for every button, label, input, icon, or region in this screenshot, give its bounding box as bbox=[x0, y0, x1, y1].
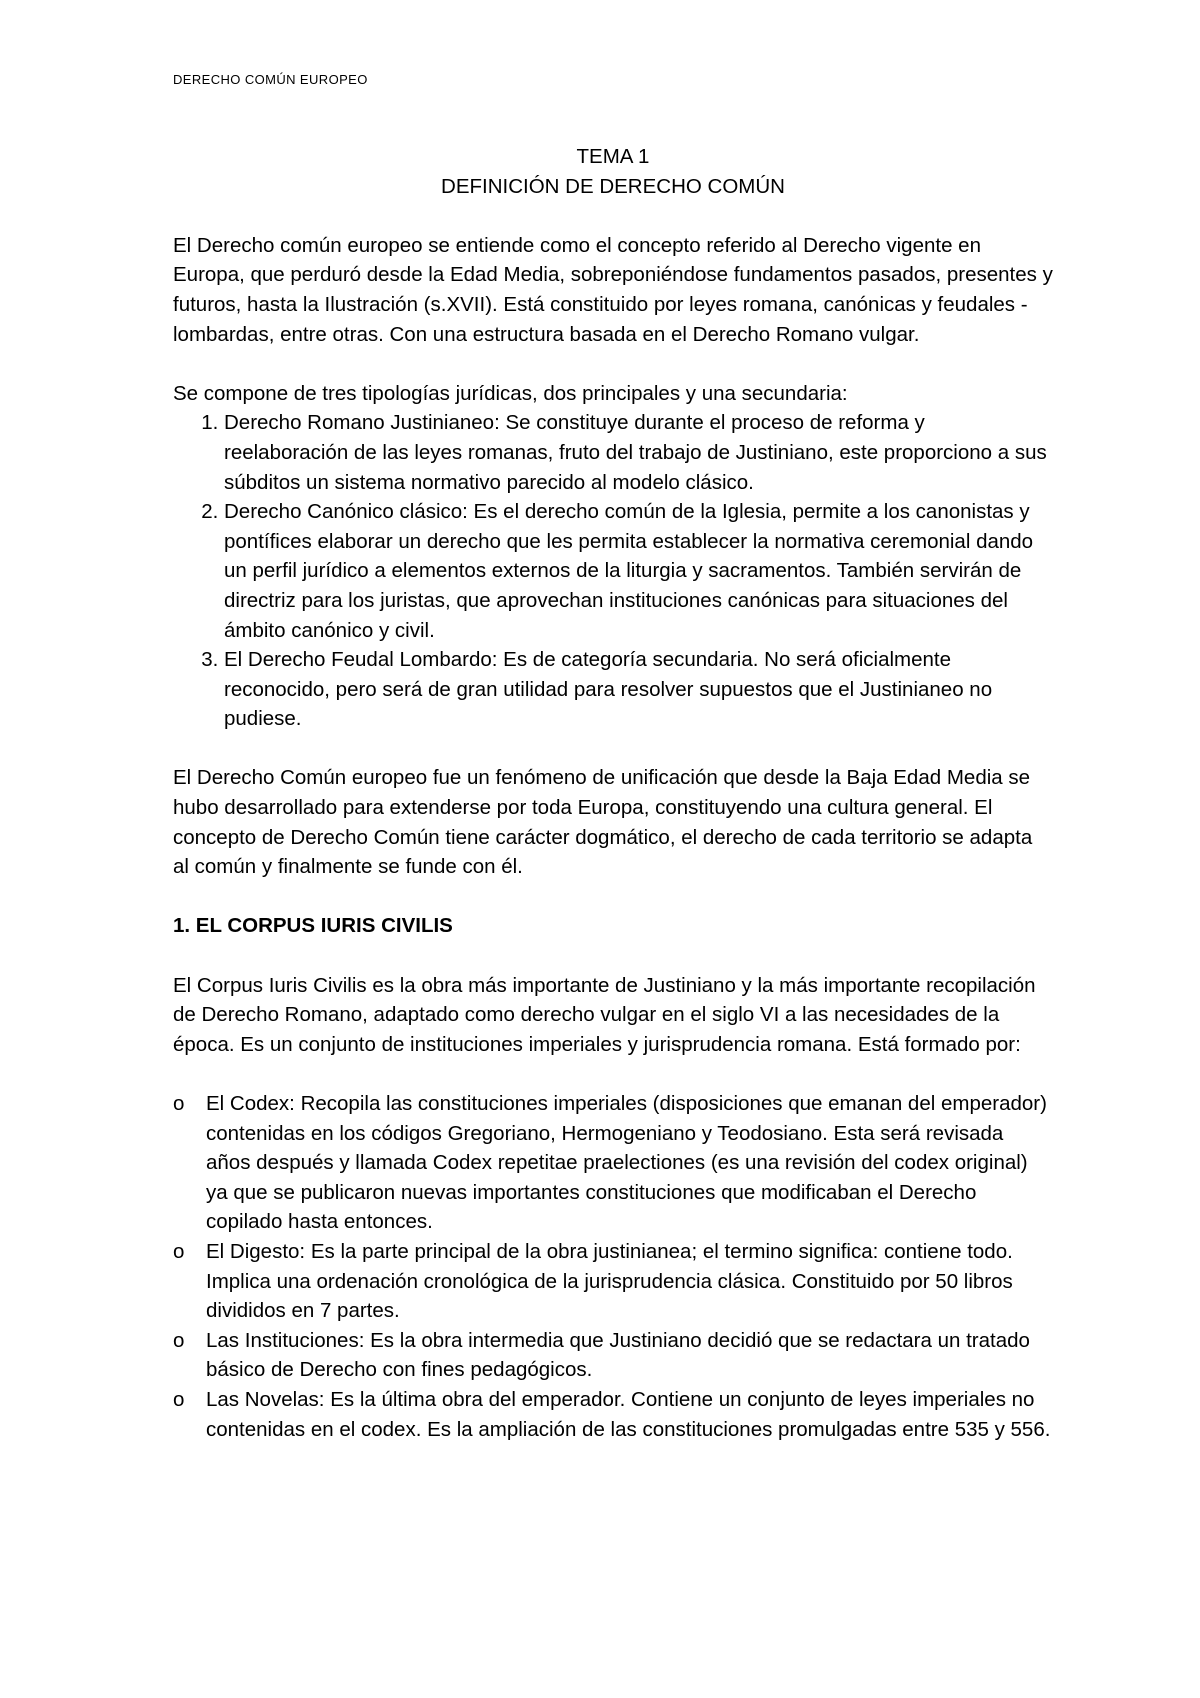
document-body bbox=[173, 142, 1053, 1444]
unification-paragraph: El Derecho Común europeo fue un fenómeno de unificación que desde la Baja Edad Media se hubo desarrollado para extenderse por toda Europa, constituyendo una cultura general. El concepto de Derecho Común tiene carácter dogmático, el derecho de cada territorio se adapta al común y finalmente se funde con él. bbox=[173, 766, 1033, 879]
title-subject: DEFINICIÓN DE DERECHO COMÚN bbox=[441, 174, 785, 198]
list-item: 1. Derecho Romano Justinianeo: Se constituye durante el proceso de reforma y reelaboración de las leyes romanas, fruto del trabajo de Justiniano, este proporciono a sus súbditos un sistema normativo parecido al modelo clásico. bbox=[224, 408, 1053, 497]
list-item: 2. Derecho Canónico clásico: Es el derecho común de la Iglesia, permite a los canonistas y pontífices elaborar un derecho que les permita establecer la normativa ceremonial dando un perfil jurídico a elementos externos de la liturgia y sacramentos. También servirán de directriz para los juristas, que aprovechan instituciones canónicas para situaciones del ámbito canónico y civil. bbox=[224, 497, 1053, 645]
legal-types-list bbox=[173, 408, 1053, 734]
section-heading: 1. EL CORPUS IURIS CIVILIS bbox=[173, 914, 453, 938]
intro-paragraph: El Derecho común europeo se entiende como el concepto referido al Derecho vigente en Europa, que perduró desde la Edad Media, sobreponiéndose fundamentos pasados, presentes y futuros, hasta la Ilustración (s.XVII). Está constituido por leyes romana, canónicas y feudales -lombardas, entre otras. Con una estructura basada en el Derecho Romano vulgar. bbox=[173, 233, 1053, 346]
list-item-text: El Digesto: Es la parte principal de la obra justinianea; el termino significa: contiene todo. Implica una ordenación cronológica de la jurisprudencia clásica. Constituido por 50 libros divididos en 7 partes. bbox=[206, 1239, 1013, 1323]
list-item: 3. El Derecho Feudal Lombardo: Es de categoría secundaria. No será oficialmente reconocido, pero será de gran utilidad para resolver supuestos que el Justinianeo no pudiese. bbox=[224, 645, 1053, 734]
list-item bbox=[173, 1237, 1053, 1326]
circle-bullet-icon: o bbox=[173, 1239, 185, 1263]
list-item-text: Las Novelas: Es la última obra del emperador. Contiene un conjunto de leyes imperiales no contenidas en el codex. Es la ampliación de las constituciones promulgadas entre 535 y 556. bbox=[206, 1387, 1051, 1441]
title-topic: TEMA 1 bbox=[576, 145, 650, 168]
corpus-works-list bbox=[173, 1089, 1053, 1444]
document-title bbox=[173, 142, 1053, 201]
list-item bbox=[173, 1385, 1053, 1444]
list-item bbox=[173, 1326, 1053, 1385]
circle-bullet-icon: o bbox=[173, 1328, 185, 1352]
list-item-text: El Codex: Recopila las constituciones imperiales (disposiciones que emanan del emperador) contenidas en los códigos Gregoriano, Hermogeniano y Teodosiano. Esta será revisada años después y llamada Codex repetitae praelectiones (es una revisión del codex original) ya que se publicaron nuevas importantes constituciones que modificaban el Derecho copilado hasta entonces. bbox=[206, 1092, 1047, 1234]
list-item-text: Las Instituciones: Es la obra intermedia que Justiniano decidió que se redactara un tratado básico de Derecho con fines pedagógicos. bbox=[206, 1328, 1030, 1382]
running-header: DERECHO COMÚN EUROPEO bbox=[173, 72, 368, 87]
circle-bullet-icon: o bbox=[173, 1387, 185, 1411]
corpus-paragraph: El Corpus Iuris Civilis es la obra más importante de Justiniano y la más importante recopilación de Derecho Romano, adaptado como derecho vulgar en el siglo VI a las necesidades de la época. Es un conjunto de instituciones imperiales y jurisprudencia romana. Está formado por: bbox=[173, 973, 1036, 1056]
list-item bbox=[173, 1089, 1053, 1237]
types-intro-paragraph: Se compone de tres tipologías jurídicas, dos principales y una secundaria: bbox=[173, 381, 848, 405]
circle-bullet-icon: o bbox=[173, 1092, 185, 1115]
